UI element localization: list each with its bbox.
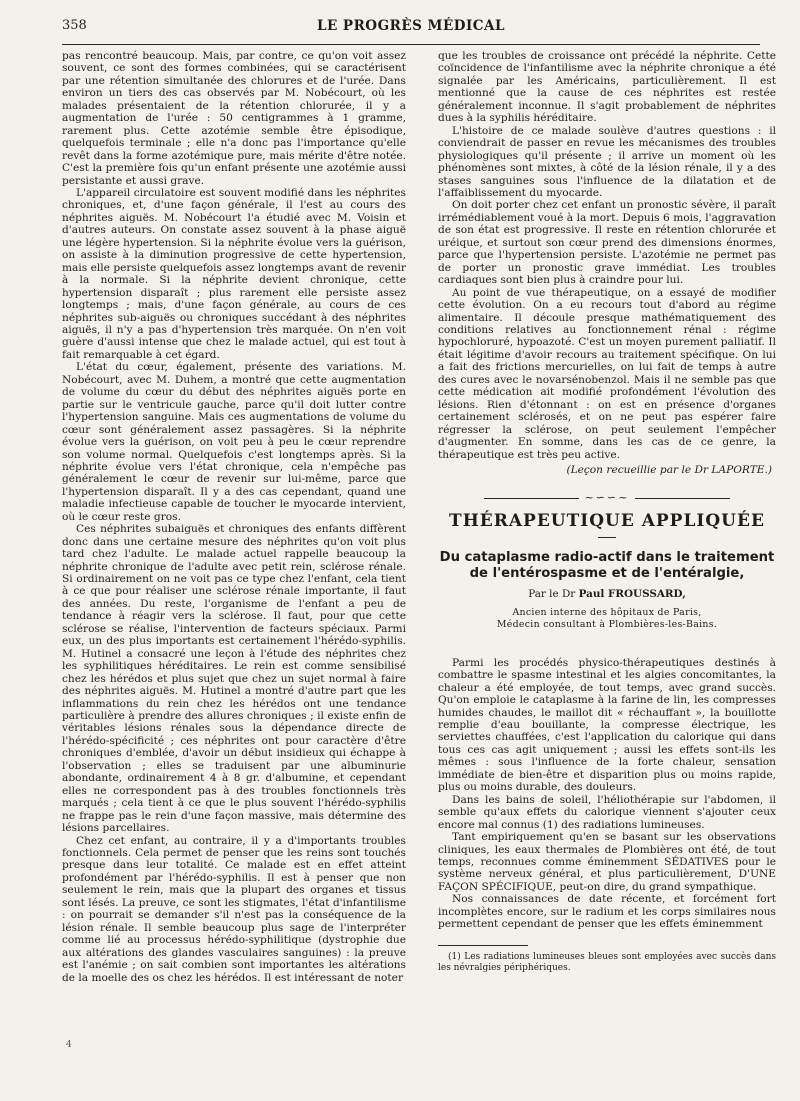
- ornament-rule-left: [484, 498, 579, 499]
- right-paragraph-4: Au point de vue thérapeutique, on a essayé de modifier cette évolution. On a eu recours tout d'abord au régime alimentaire. Il découle presque mathématiquement des conditions relatives au fonctionnement rénal : régime hypochloruré, hypoazoté. C'est un moyen purement palliatif. Il était légitime d'avoir recours au traitement spécifique. On lui a fait des frictions mercurielles, on lui fait de temps à autre des cures avec le novarsénobenzol. Mais il ne semble pas que cette médication ait modifié profondément l'évolution des lésions. Rien d'étonnant : on est en présence d'organes certainement sclérosés, et on ne peut pas espérer faire régresser la sclérose, on peut seulement l'empêcher d'augmenter. En somme, dans les cas de ce genre, la thérapeutique est très peu active.: [438, 286, 776, 461]
- article-paragraph-4: Nos connaissances de date récente, et forcément fort incomplètes encore, sur le radium et les corps similaires nous permettent cependant de penser que les effets éminemment: [438, 893, 776, 931]
- left-paragraph-5: Chez cet enfant, au contraire, il y a d'importants troubles fonctionnels. Cela permet de penser que les reins sont touchés presque dans leur totalité. Ce malade est en effet atteint profondément par l'hérédo-syphilis. Il est à penser que non seulement le rein, mais que la plupart des organes et tissus sont lésés. La preuve, ce sont les stigmates, l'état d'infantilisme : on pourrait se demander s'il n'est pas la conséquence de la lésion rénale. Il semble beaucoup plus sage de l'interpréter comme lié au processus hérédo-syphilitique (dystrophie due aux altérations des glandes vasculaires sanguines) : la preuve est l'anémie ; on sait combien sont importantes les altérations de la moelle des os chez les hérédos. Il est intéressant de noter: [62, 834, 406, 984]
- left-paragraph-4: Ces néphrites subaiguës et chroniques des enfants diffèrent donc dans une certaine mesure des néphrites qu'on voit plus tard chez l'adulte. Le malade actuel rappelle beaucoup la néphrite chronique de l'adulte avec petit rein, sclérose rénale. Si ordinairement on ne voit pas ce type chez l'enfant, cela tient à ce que pour réaliser une sclérose rénale importante, il faut des années. Du reste, l'organisme de l'enfant a peu de tendance à réagir vers la sclérose. Il faut, pour que cette sclérose se réalise, l'intervention de facteurs spéciaux. Parmi eux, un des plus importants est certainement l'hérédo-syphilis. M. Hutinel a consacré une leçon à l'étude des néphrites chez les syphilitiques héréditaires. Le rein est comme sensibilisé chez les hérédos et plus sujet que chez un sujet normal à faire des néphrites aiguës. M. Hutinel a montré d'autre part que les inflammations du rein chez les hérédos ont une tendance particulière à prendre des allures chroniques ; il existe enfin de véritables lésions rénales sous la dépendance directe de l'hérédo-spécificité ; ces néphrites ont pour caractère d'être chroniques d'emblée, d'avoir un début insidieux qui échappe à l'observation ; elles se traduisent par une albuminurie abondante, ordinairement 4 à 8 gr. d'albumine, et cependant elles ne correspondent pas à des troubles fonctionnels très marqués ; cela tient à ce que le plus souvent l'hérédo-syphilis ne frappe pas le rein d'une façon massive, mais détermine des lésions parcellaires.: [62, 523, 406, 835]
- left-column: [62, 50, 406, 984]
- article-paragraph-3: Tant empiriquement qu'en se basant sur les observations cliniques, les eaux thermales de Plombières ont été, de tout temps, reconnues comme éminemment SÉDATIVES pour le système nerveux général, et plus particulièrement, D'UNE FAÇON SPÉCIFIQUE, peut-on dire, du grand sympathique.: [438, 831, 776, 893]
- left-paragraph-3: L'état du cœur, également, présente des variations. M. Nobécourt, avec M. Duhem, a montré que cette augmentation de volume du cœur du début des néphrites aiguës porte en partie sur le ventricule gauche, parce qu'il doit lutter contre l'hypertension sanguine. Mais ces augmentations de volume du cœur sont généralement assez passagères. Si la néphrite évolue vers la guérison, on voit peu à peu le cœur reprendre son volume normal. Quelquefois c'est longtemps après. Si la néphrite évolue vers l'état chronique, cela n'empêche pas généralement le cœur de revenir sur lui-même, parce que l'hypertension disparaît. Il y a des cas cependant, quand une maladie infectieuse capable de toucher le myocarde intervient, où le cœur reste gros.: [62, 361, 406, 523]
- left-paragraph-1: pas rencontré beaucoup. Mais, par contre, ce qu'on voit assez souvent, ce sont des formes combinées, qui se caractérisent par une rétention simultanée des chlorures et de l'urée. Dans environ un tiers des cas observés par M. Nobécourt, où les malades présentaient de la rétention chlorurée, il y a augmentation de l'urée : 50 centigrammes à 1 gramme, rarement plus. Cette azotémie semble être épisodique, quelquefois terminale ; elle n'a donc pas l'importance qu'elle revêt dans la forme azotémique pure, mais mérite d'être notée. C'est la première fois qu'un enfant présente une azotémie aussi persistante et aussi grave.: [62, 50, 406, 187]
- article-byline: [438, 588, 776, 600]
- right-paragraph-3: On doit porter chez cet enfant un pronostic sévère, il paraît irrémédiablement voué à la mort. Depuis 6 mois, l'aggravation de son état est progressive. Il reste en rétention chlorurée et uréique, et surtout son cœur prend des dimensions énormes, parce que l'hypertension persiste. L'azotémie ne permet pas de porter un pronostic grave immédiat. Les troubles cardiaques sont bien plus à craindre pour lui.: [438, 199, 776, 287]
- ornament-rule-right: [635, 498, 730, 499]
- article-paragraph-2: Dans les bains de soleil, l'héliothérapie sur l'abdomen, il semble qu'aux effets du calorique viennent s'ajouter ceux encore mal connus (1) des radiations lumineuses.: [438, 793, 776, 831]
- footnote: (1) Les radiations lumineuses bleues sont employées avec succès dans les névralgies périphériques.: [438, 951, 776, 973]
- ornament-flourish: ~∽∽~: [584, 491, 630, 505]
- page-number: 358: [62, 18, 87, 33]
- left-paragraph-2: L'appareil circulatoire est souvent modifié dans les néphrites chroniques, et, d'une façon générale, il l'est au cours des néphrites aiguës. M. Nobécourt l'a étudié avec M. Voisin et d'autres auteurs. On constate assez souvent à la phase aiguë une légère hypertension. Si la néphrite évolue vers la guérison, on assiste à la diminution progressive de cette hypertension, mais elle persiste quelquefois assez longtemps avant de revenir à la normale. Si la néphrite devient chronique, cette hypertension disparaît ; plus rarement elle persiste assez longtemps ; mais, d'une façon générale, au cours de ces néphrites sub-aiguës ou chroniques succédant à des néphrites aiguës, il n'y a pas d'hypertension très marquée. On n'en voit guère d'aussi intense que chez le malade actuel, qui est tout à fait remarquable à cet égard.: [62, 186, 406, 361]
- byline-prefix: Par le Dr: [528, 588, 576, 601]
- page-mark: 4: [66, 1040, 72, 1050]
- author-name: Paul FROUSSARD,: [578, 588, 686, 601]
- section-divider: [598, 537, 616, 538]
- right-column: [438, 50, 776, 974]
- section-title: THÉRAPEUTIQUE APPLIQUÉE: [449, 510, 765, 531]
- article-paragraph-1: Parmi les procédés physico-thérapeutiques destinés à combattre le spasme intestinal et les algies concomitantes, la chaleur a été employée, de tout temps, avec grand succès. Qu'on emploie le cataplasme à la farine de lin, les compresses humides chaudes, le maillot dit « réchauffant », la bouillotte remplie d'eau bouillante, la compresse électrique, les serviettes chauffées, c'est l'application du calorique qui dans tous ces cas agit uniquement ; aussi les effets sont-ils les mêmes : sous l'influence de la forte chaleur, sensation immédiate de bien-être et disparition plus ou moins rapide, plus ou moins durable, des douleurs.: [438, 656, 776, 794]
- footnote-rule: [438, 945, 528, 946]
- author-affiliation: [438, 607, 776, 631]
- journal-title: LE PROGRÈS MÉDICAL: [316, 18, 506, 34]
- right-paragraph-1: que les troubles de croissance ont précédé la néphrite. Cette coïncidence de l'infantilisme avec la néphrite chronique a été signalée par les Américains, particulièrement. Il est mentionné que la cause de ces néphrites est restée généralement inconnue. Il s'agit probablement de néphrites dues à la syphilis héréditaire.: [438, 50, 776, 125]
- section-ornament: [438, 492, 776, 504]
- affiliation-line-1: Ancien interne des hôpitaux de Paris,: [512, 606, 702, 618]
- affiliation-line-2: Médecin consultant à Plombières-les-Bains.: [496, 618, 718, 630]
- page-header: [62, 18, 760, 45]
- lecture-signature: (Leçon recueillie par le Dr LAPORTE.): [566, 463, 772, 476]
- right-paragraph-2: L'histoire de ce malade soulève d'autres questions : il conviendrait de passer en revue les mécanismes des troubles physiologiques qu'il présente ; il arrive un moment où les phénomènes sont mixtes, à côté de la lésion rénale, il y a des stases sanguines sous l'influence de la dilatation et de l'affaiblissement du myocarde.: [438, 124, 776, 199]
- article-title: Du cataplasme radio-actif dans le traitement de l'entérospasme et de l'entéralgie,: [439, 550, 775, 582]
